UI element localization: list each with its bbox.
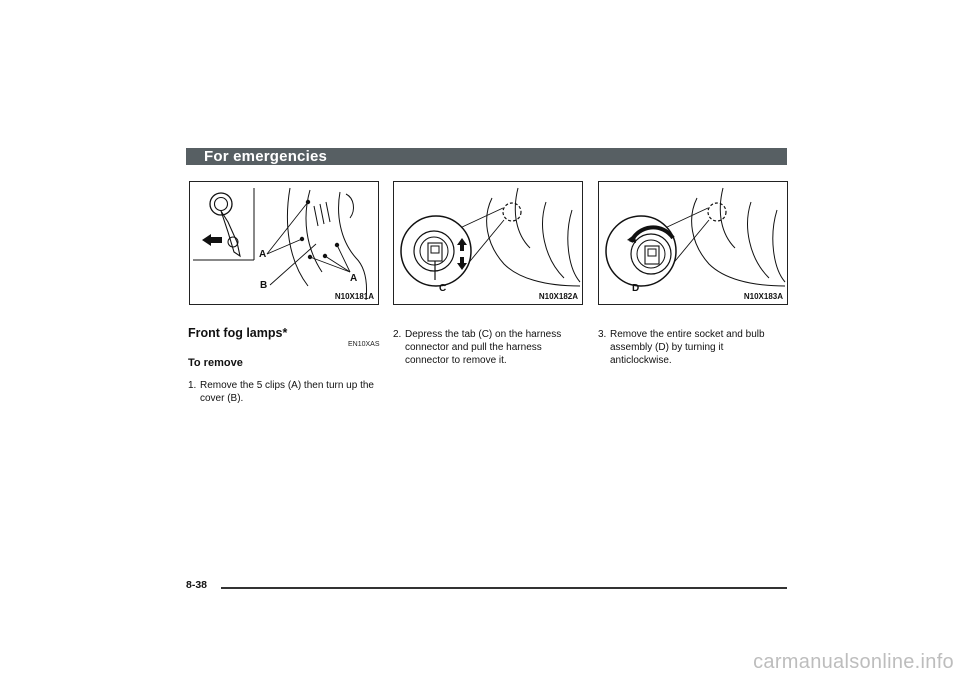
section-title: Front fog lamps*	[188, 326, 288, 340]
figure-harness-connector	[393, 181, 583, 305]
step-number: 3.	[598, 329, 607, 340]
figure-code: N10X181A	[334, 292, 374, 301]
section-header-title: For emergencies	[204, 148, 328, 165]
callout-c-tab: C	[439, 283, 447, 294]
figure-code: N10X183A	[743, 292, 783, 301]
step-text: Remove the 5 clips (A) then turn up the cover (B).	[200, 380, 374, 404]
step-number: 1.	[188, 380, 197, 391]
step-text: Remove the entire socket and bulb assembly (D) by turning it anticlockwise.	[610, 329, 765, 366]
footer-rule	[221, 587, 787, 589]
socket-bulb-illustration	[599, 182, 787, 304]
step-item	[393, 328, 583, 367]
step-item	[188, 379, 378, 405]
figure-clips-cover	[189, 181, 379, 305]
figure-code: N10X182A	[538, 292, 578, 301]
subheading-to-remove: To remove	[188, 357, 243, 369]
clips-cover-illustration	[190, 182, 378, 304]
page-number: 8-38	[186, 579, 208, 591]
watermark: carmanualsonline.info	[753, 651, 954, 673]
section-header-bar	[186, 148, 787, 165]
figure-socket-bulb	[598, 181, 788, 305]
step-number: 2.	[393, 329, 402, 340]
callout-b-cover: B	[260, 280, 268, 291]
step-text: Depress the tab (C) on the harness connector and pull the harness connector to remove it.	[405, 329, 562, 366]
section-code: EN10XAS	[348, 341, 380, 348]
callout-d-socket: D	[632, 283, 640, 294]
callout-a-clips: A	[259, 249, 267, 260]
step-item	[598, 328, 786, 367]
harness-connector-illustration	[394, 182, 582, 304]
callout-a-clips-lower: A	[350, 273, 358, 284]
